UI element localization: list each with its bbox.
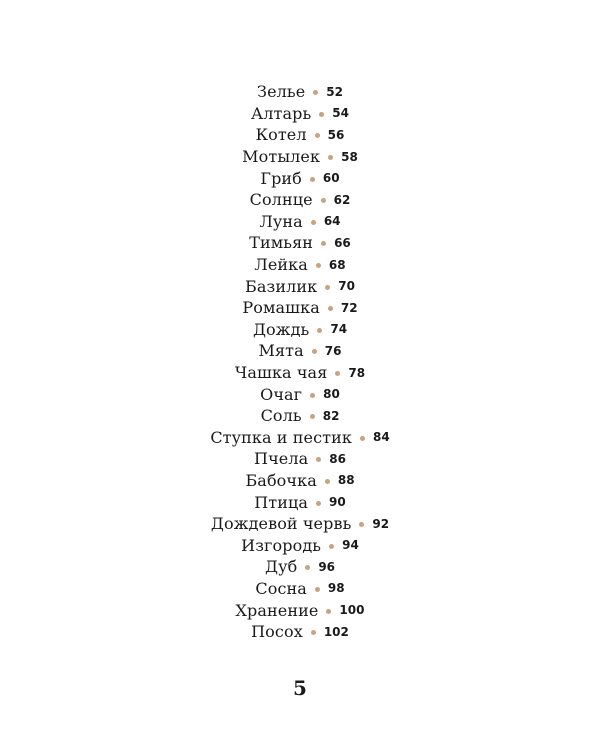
- toc-entry-page: 72: [340, 300, 358, 315]
- toc-entry-page: 100: [339, 603, 365, 618]
- toc-entry-title: Дуб: [264, 557, 298, 577]
- toc-entry-page: 96: [318, 559, 336, 574]
- toc-entry[interactable]: [0, 81, 600, 103]
- toc-entry-title: Гриб: [260, 168, 302, 188]
- toc-entry-title: Котел: [255, 125, 307, 145]
- toc-entry-title: Сосна: [255, 578, 307, 598]
- toc-entry-title: Тимьян: [249, 233, 314, 253]
- bullet-dot-icon: [316, 457, 321, 462]
- toc-entry-title: Птица: [254, 492, 309, 512]
- toc-entry-page: 80: [323, 387, 340, 402]
- toc-entry[interactable]: [0, 275, 600, 297]
- toc-entry[interactable]: [0, 232, 600, 254]
- bullet-dot-icon: [359, 522, 364, 527]
- toc-entry-title: Хранение: [235, 600, 319, 620]
- toc-entry[interactable]: [0, 448, 600, 470]
- table-of-contents: [0, 81, 600, 642]
- toc-entry[interactable]: [0, 254, 600, 276]
- bullet-dot-icon: [311, 630, 316, 635]
- bullet-dot-icon: [313, 90, 318, 95]
- toc-entry-title: Бабочка: [245, 470, 317, 490]
- toc-entry-title: Дождь: [252, 319, 310, 339]
- bullet-dot-icon: [321, 198, 326, 203]
- toc-entry-title: Чашка чая: [234, 363, 328, 383]
- bullet-dot-icon: [335, 371, 340, 376]
- toc-entry[interactable]: [0, 534, 600, 556]
- toc-entry-title: Мята: [258, 341, 304, 361]
- toc-entry[interactable]: [0, 146, 600, 168]
- toc-entry[interactable]: [0, 427, 600, 449]
- bullet-dot-icon: [326, 609, 331, 614]
- toc-entry-page: 86: [329, 451, 346, 466]
- toc-entry-page: 76: [324, 343, 342, 358]
- toc-entry-title: Солнце: [249, 190, 313, 210]
- toc-entry-title: Алтарь: [251, 103, 312, 123]
- bullet-dot-icon: [325, 479, 330, 484]
- toc-entry-page: 56: [327, 127, 345, 142]
- toc-entry[interactable]: [0, 621, 600, 643]
- toc-entry-page: 90: [329, 495, 346, 510]
- bullet-dot-icon: [328, 155, 333, 160]
- toc-entry[interactable]: [0, 124, 600, 146]
- toc-entry[interactable]: [0, 405, 600, 427]
- toc-entry-title: Луна: [259, 211, 303, 231]
- toc-entry-title: Лейка: [254, 255, 308, 275]
- toc-entry-title: Мотылек: [242, 147, 321, 167]
- toc-entry-page: 52: [326, 84, 343, 99]
- toc-entry-page: 60: [322, 171, 340, 186]
- toc-entry[interactable]: [0, 556, 600, 578]
- toc-entry[interactable]: [0, 491, 600, 513]
- bullet-dot-icon: [311, 220, 316, 225]
- toc-entry-page: 102: [323, 624, 349, 639]
- toc-entry-page: 94: [342, 538, 359, 553]
- bullet-dot-icon: [317, 328, 322, 333]
- bullet-dot-icon: [319, 112, 324, 117]
- toc-entry[interactable]: [0, 513, 600, 535]
- toc-entry[interactable]: [0, 319, 600, 341]
- bullet-dot-icon: [321, 241, 326, 246]
- toc-entry-title: Посох: [251, 622, 303, 642]
- toc-entry-page: 78: [348, 365, 366, 380]
- bullet-dot-icon: [328, 306, 333, 311]
- bullet-dot-icon: [315, 587, 320, 592]
- toc-entry[interactable]: [0, 297, 600, 319]
- toc-entry[interactable]: [0, 103, 600, 125]
- toc-entry-page: 92: [372, 516, 390, 531]
- toc-entry-page: 82: [322, 408, 340, 423]
- toc-entry-page: 84: [372, 430, 390, 445]
- toc-entry-page: 54: [332, 106, 349, 121]
- toc-entry-title: Ромашка: [242, 298, 320, 318]
- toc-entry-page: 70: [338, 279, 355, 294]
- toc-entry[interactable]: [0, 362, 600, 384]
- toc-entry[interactable]: [0, 599, 600, 621]
- toc-entry-page: 58: [341, 149, 358, 164]
- toc-entry-title: Изгородь: [241, 535, 322, 555]
- toc-entry-page: 98: [327, 581, 345, 596]
- toc-entry[interactable]: [0, 167, 600, 189]
- toc-entry-title: Зелье: [257, 82, 306, 102]
- bullet-dot-icon: [305, 565, 310, 570]
- bullet-dot-icon: [360, 436, 365, 441]
- toc-entry-title: Очаг: [260, 384, 303, 404]
- bullet-dot-icon: [315, 133, 320, 138]
- page-number: 5: [293, 676, 307, 700]
- toc-entry-title: Ступка и пестик: [210, 427, 352, 447]
- toc-entry[interactable]: [0, 383, 600, 405]
- bullet-dot-icon: [316, 501, 321, 506]
- toc-entry[interactable]: [0, 340, 600, 362]
- bullet-dot-icon: [310, 177, 315, 182]
- toc-entry[interactable]: [0, 211, 600, 233]
- toc-entry-title: Пчела: [254, 449, 309, 469]
- toc-entry-page: 62: [333, 192, 351, 207]
- toc-entry-title: Соль: [260, 406, 302, 426]
- toc-entry[interactable]: [0, 189, 600, 211]
- toc-entry[interactable]: [0, 578, 600, 600]
- bullet-dot-icon: [310, 414, 315, 419]
- bullet-dot-icon: [312, 349, 317, 354]
- toc-entry-page: 88: [337, 473, 355, 488]
- toc-entry-page: 64: [323, 214, 341, 229]
- toc-entry-title: Дождевой червь: [210, 514, 352, 534]
- bullet-dot-icon: [329, 544, 334, 549]
- toc-entry-page: 68: [328, 257, 346, 272]
- toc-entry-page: 66: [334, 235, 351, 250]
- toc-entry-title: Базилик: [245, 276, 318, 296]
- bullet-dot-icon: [310, 393, 315, 398]
- toc-entry-page: 74: [330, 322, 348, 337]
- bullet-dot-icon: [325, 285, 330, 290]
- bullet-dot-icon: [316, 263, 321, 268]
- toc-entry[interactable]: [0, 470, 600, 492]
